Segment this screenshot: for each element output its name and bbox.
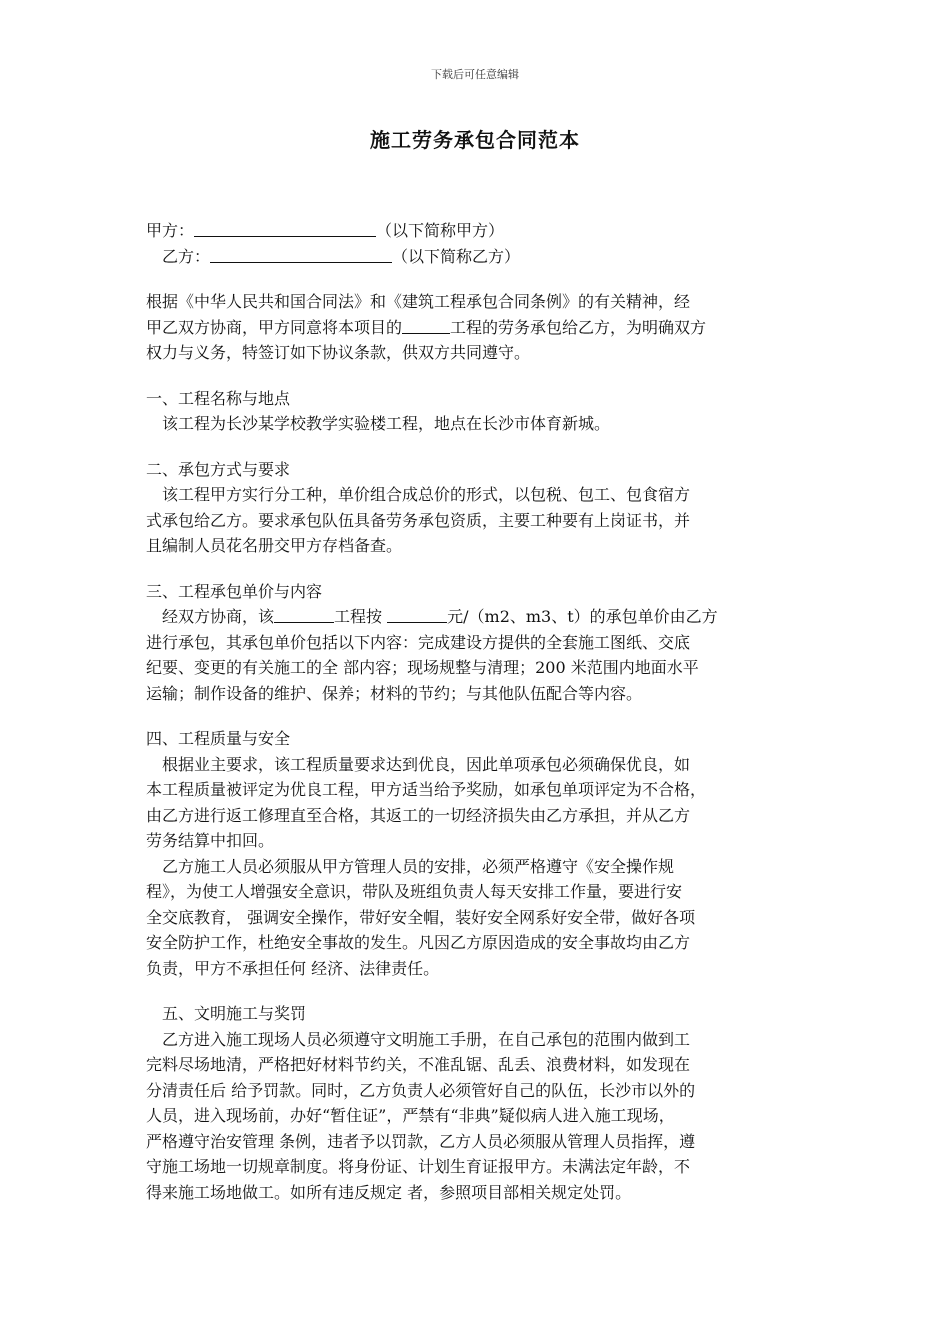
work-type-blank: [274, 606, 334, 623]
party-a-line: [146, 218, 804, 244]
paragraph-line: 经双方协商，该 工程按 元/（m2、m3、t）的承包单价由乙方: [162, 607, 718, 626]
section-heading: 二、承包方式与要求: [146, 459, 291, 479]
paragraph-line: 人员，进入现场前，办好“暂住证”，严禁有“非典”疑似病人进入施工现场，: [146, 1106, 675, 1125]
paragraph-line: 该工程甲方实行分工种，单价组合成总价的形式，以包税、包工、包食宿方: [162, 485, 691, 504]
paragraph-line: 根据业主要求，该工程质量要求达到优良，因此单项承包必须确保优良，如: [162, 754, 691, 774]
party-b-blank: [210, 246, 392, 263]
paragraph-line: 劳务结算中扣回。: [146, 831, 275, 850]
party-a-blank: [194, 220, 376, 237]
document-title: 施工劳务承包合同范本: [370, 128, 580, 152]
party-a-label: 甲方：: [146, 221, 195, 240]
paragraph-line: 该工程为长沙某学校教学实验楼工程，地点在长沙市体育新城。: [162, 414, 611, 433]
project-name-blank: [402, 317, 450, 334]
intro-line: 甲乙双方协商，甲方同意将本项目的 工程的劳务承包给乙方，为明确双方: [146, 317, 707, 337]
paragraph-line: 本工程质量被评定为优良工程，甲方适当给予奖励，如承包单项评定为不合格，: [146, 780, 707, 799]
paragraph-line: 纪要、变更的有关施工的全 部内容；现场规整与清理；200 米范围内地面水平: [146, 658, 699, 677]
intro-line: 权力与义务，特签订如下协议条款，供双方共同遵守。: [146, 343, 531, 362]
party-b-suffix: （以下简称乙方）: [392, 246, 521, 266]
paragraph-line: 式承包给乙方。要求承包队伍具备劳务承包资质，主要工种要有上岗证书，并: [146, 510, 691, 530]
party-b-label: 乙方：: [162, 246, 211, 266]
section-heading: 一、工程名称与地点: [146, 388, 291, 408]
paragraph-line: 负责，甲方不承担任何 经济、法律责任。: [146, 958, 440, 978]
paragraph-line: 得来施工场地做工。如所有违反规定 者，参照项目部相关规定处罚。: [146, 1182, 632, 1202]
paragraph-line: 全交底教育， 强调安全操作，带好安全帽，装好安全网系好安全带，做好各项: [146, 907, 696, 927]
paragraph-line: 运输；制作设备的维护、保养；材料的节约；与其他队伍配合等内容。: [146, 683, 643, 703]
section-heading: 四、工程质量与安全: [146, 729, 291, 748]
paragraph-line: 完料尽场地清，严格把好材料节约关，不准乱锯、乱丢、浪费材料，如发现在: [146, 1055, 691, 1074]
paragraph-line: 程》，为使工人增强安全意识，带队及班组负责人每天安排工作量，要进行安: [146, 882, 683, 901]
section-heading: 五、文明施工与奖罚: [162, 1004, 307, 1023]
header-note: 下载后可任意编辑: [431, 68, 519, 81]
paragraph-line: 且编制人员花名册交甲方存档备查。: [146, 536, 403, 555]
paragraph-line: 由乙方进行返工修理直至合格，其返工的一切经济损失由乙方承担，并从乙方: [146, 805, 691, 825]
paragraph-line: 乙方施工人员必须服从甲方管理人员的安排，必须严格遵守《安全操作规: [162, 856, 675, 876]
paragraph-line: 分清责任后 给予罚款。同时，乙方负责人必须管好自己的队伍，长沙市以外的: [146, 1080, 696, 1100]
paragraph-line: 严格遵守治安管理 条例，违者予以罚款，乙方人员必须服从管理人员指挥，遵: [146, 1131, 696, 1151]
document-body: [146, 218, 804, 1205]
section-heading: 三、工程承包单价与内容: [146, 581, 323, 601]
paragraph-line: 安全防护工作，杜绝安全事故的发生。凡因乙方原因造成的安全事故均由乙方: [146, 933, 691, 952]
party-a-suffix: （以下简称甲方）: [376, 221, 505, 240]
intro-line: 根据《中华人民共和国合同法》和《建筑工程承包合同条例》的有关精神，经: [146, 292, 691, 311]
unit-price-blank: [387, 606, 447, 623]
paragraph-line: 乙方进入施工现场人员必须遵守文明施工手册，在自己承包的范围内做到工: [162, 1029, 691, 1049]
paragraph-line: 进行承包，其承包单价包括以下内容：完成建设方提供的全套施工图纸、交底: [146, 632, 691, 652]
party-b-line: [146, 244, 804, 270]
paragraph-line: 守施工场地一切规章制度。将身份证、计划生育证报甲方。未满法定年龄，不: [146, 1157, 691, 1176]
